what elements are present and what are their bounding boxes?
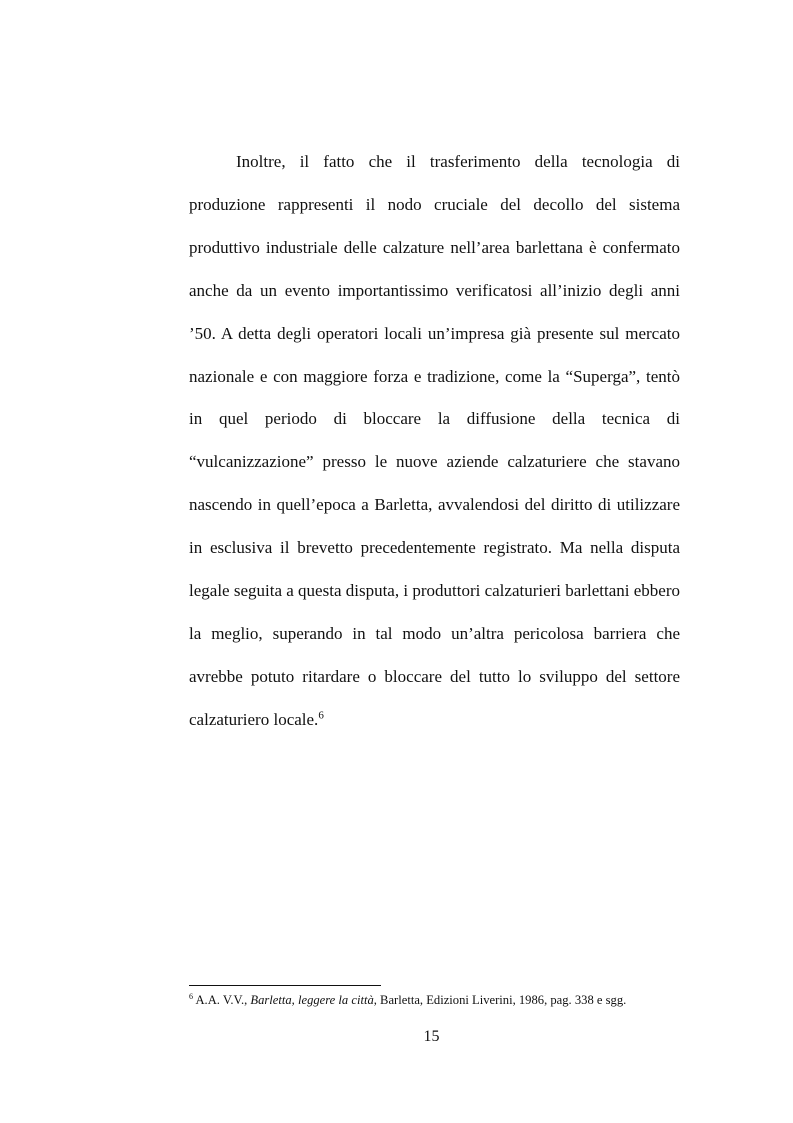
footnote-title: Barletta, leggere la città bbox=[250, 993, 374, 1007]
footnote-marker: 6 bbox=[189, 991, 193, 1001]
page-number: 15 bbox=[423, 1028, 440, 1045]
footnote bbox=[189, 991, 680, 1009]
footnote-author: A.A. V.V., bbox=[193, 993, 251, 1007]
footnote-details: , Barletta, Edizioni Liverini, 1986, pag. 338 e sgg. bbox=[373, 993, 627, 1007]
footnote-divider bbox=[189, 985, 381, 986]
paragraph-text: Inoltre, il fatto che il trasferimento della tecnologia di produzione rappresenti il nodo cruciale del decollo del sistema produttivo industriale delle calzature nell’area barlettana è confermato anche da un evento importantissimo verificatosi all’inizio degli anni ’50. A detta degli operatori locali un’impresa già presente sul mercato nazionale e con maggiore forza e tradizione, come la “Superga”, tentò in quel periodo di bloccare la diffusione della tecnica di “vulcanizzazione” presso le nuove aziende calzaturiere che stavano nascendo in quell’epoca a Barletta, avvalendosi del diritto di utilizzare in esclusiva il brevetto precedentemente registrato. Ma nella disputa legale seguita a questa disputa, i produttori calzaturieri barlettani ebbero la meglio, superando in tal modo un’altra pericolosa barriera che avrebbe potuto ritardare o bloccare del tutto lo sviluppo del settore calzaturiero locale. bbox=[189, 152, 680, 729]
body-paragraph bbox=[189, 141, 680, 742]
footnote-reference[interactable]: 6 bbox=[318, 709, 324, 722]
